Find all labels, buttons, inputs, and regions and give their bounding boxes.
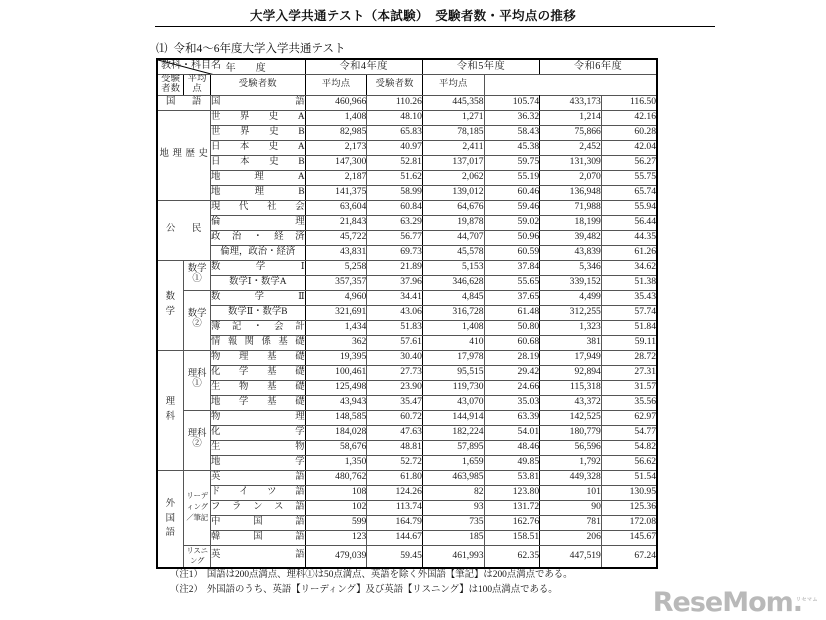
examinee-count-cell: 139,012 bbox=[422, 185, 484, 200]
footnotes bbox=[170, 568, 572, 597]
footnote-text: 外国語のうち、英語【リーディング】及び英語【リスニング】は100点満点である。 bbox=[206, 584, 558, 595]
year-header-1: 令和5年度 bbox=[422, 59, 539, 75]
average-score-cell: 61.48 bbox=[484, 305, 540, 320]
average-score-cell: 28.19 bbox=[484, 350, 540, 365]
subject-name-cell: 英 語 bbox=[210, 545, 305, 568]
header-row-metrics bbox=[157, 75, 657, 96]
examinee-count-cell: 599 bbox=[305, 515, 367, 530]
metric-header-2-count: 受験者数 bbox=[367, 75, 423, 96]
examinee-count-cell: 43,839 bbox=[540, 245, 602, 260]
average-score-cell: 60.28 bbox=[601, 125, 657, 140]
average-score-cell: 54.82 bbox=[601, 440, 657, 455]
subject-name-cell: 日 本 史 B bbox=[210, 155, 305, 170]
footnote-text: 国語は200点満点、理科①は50点満点、英語を除く外国語【筆記】は200点満点である。 bbox=[206, 570, 573, 580]
subject-name-cell: 物 理 基 礎 bbox=[210, 350, 305, 365]
examinee-count-cell: 95,515 bbox=[422, 365, 484, 380]
average-score-cell: 52.72 bbox=[367, 455, 423, 470]
average-score-cell: 35.43 bbox=[601, 290, 657, 305]
examinee-count-cell: 43,943 bbox=[305, 395, 367, 410]
examinee-count-cell: 321,691 bbox=[305, 305, 367, 320]
examinee-count-cell: 339,152 bbox=[540, 275, 602, 290]
table-header bbox=[157, 59, 657, 95]
examinee-count-cell: 137,017 bbox=[422, 155, 484, 170]
average-score-cell: 51.54 bbox=[601, 470, 657, 485]
watermark-text: ReseMom. bbox=[652, 587, 803, 618]
table-row bbox=[157, 425, 657, 440]
examinee-count-cell: 1,408 bbox=[305, 110, 367, 125]
average-score-cell: 172.08 bbox=[601, 515, 657, 530]
metric-header-1-avg: 平均点 bbox=[305, 75, 367, 96]
examinee-count-cell: 4,845 bbox=[422, 290, 484, 305]
average-score-cell: 58.43 bbox=[484, 125, 540, 140]
average-score-cell: 59.75 bbox=[484, 155, 540, 170]
examinee-count-cell: 1,323 bbox=[540, 320, 602, 335]
examinee-count-cell: 56,596 bbox=[540, 440, 602, 455]
subject-name-cell: 生 物 基 礎 bbox=[210, 380, 305, 395]
subtitle-text: 令和4～6年度大学入学共通テスト bbox=[173, 43, 346, 55]
examinee-count-cell: 357,357 bbox=[305, 275, 367, 290]
average-score-cell: 58.99 bbox=[367, 185, 423, 200]
subject-group-label: 公 民 bbox=[157, 200, 210, 260]
metric-header-1-count: 受験者数 bbox=[210, 75, 305, 96]
table-row bbox=[157, 395, 657, 410]
table-row bbox=[157, 230, 657, 245]
examinee-count-cell: 460,966 bbox=[305, 95, 367, 110]
average-score-cell: 59.11 bbox=[601, 335, 657, 350]
average-score-cell: 48.81 bbox=[367, 440, 423, 455]
table-row bbox=[157, 125, 657, 140]
examinee-count-cell: 433,173 bbox=[540, 95, 602, 110]
footnote-1 bbox=[170, 568, 572, 583]
examinee-count-cell: 5,258 bbox=[305, 260, 367, 275]
examinee-count-cell: 108 bbox=[305, 485, 367, 500]
average-score-cell: 21.89 bbox=[367, 260, 423, 275]
average-score-cell: 158.51 bbox=[484, 530, 540, 545]
average-score-cell: 60.84 bbox=[367, 200, 423, 215]
examinee-count-cell: 18,199 bbox=[540, 215, 602, 230]
average-score-cell: 50.96 bbox=[484, 230, 540, 245]
examinee-count-cell: 63,604 bbox=[305, 200, 367, 215]
average-score-cell: 54.77 bbox=[601, 425, 657, 440]
examinee-count-cell: 147,300 bbox=[305, 155, 367, 170]
corner-subject-label: 教科・科目名 bbox=[161, 59, 221, 71]
examinee-count-cell: 78,185 bbox=[422, 125, 484, 140]
average-score-cell: 56.44 bbox=[601, 215, 657, 230]
average-score-cell: 63.39 bbox=[484, 410, 540, 425]
examinee-count-cell: 381 bbox=[540, 335, 602, 350]
subject-subgroup-label: 理科① bbox=[184, 350, 211, 410]
examinee-count-cell: 45,722 bbox=[305, 230, 367, 245]
examinee-count-cell: 90 bbox=[540, 500, 602, 515]
average-score-cell: 27.73 bbox=[367, 365, 423, 380]
examinee-count-cell: 43,831 bbox=[305, 245, 367, 260]
table-row bbox=[157, 200, 657, 215]
table-row bbox=[157, 455, 657, 470]
examinee-count-cell: 184,028 bbox=[305, 425, 367, 440]
examinee-count-cell: 102 bbox=[305, 500, 367, 515]
subject-subgroup-label: 数学① bbox=[184, 260, 211, 290]
subject-name-cell: 地 理 B bbox=[210, 185, 305, 200]
examinee-count-cell: 4,499 bbox=[540, 290, 602, 305]
examinee-count-cell: 2,452 bbox=[540, 140, 602, 155]
examinee-count-cell: 148,585 bbox=[305, 410, 367, 425]
average-score-cell: 60.59 bbox=[484, 245, 540, 260]
average-score-cell: 48.10 bbox=[367, 110, 423, 125]
average-score-cell: 123.80 bbox=[484, 485, 540, 500]
average-score-cell: 131.72 bbox=[484, 500, 540, 515]
examinee-count-cell: 410 bbox=[422, 335, 484, 350]
watermark-ruby: リセマム bbox=[796, 597, 818, 603]
average-score-cell: 29.42 bbox=[484, 365, 540, 380]
year-header-0: 令和4年度 bbox=[305, 59, 422, 75]
average-score-cell: 51.84 bbox=[601, 320, 657, 335]
examinee-count-cell: 39,482 bbox=[540, 230, 602, 245]
table-row bbox=[157, 440, 657, 455]
subtitle bbox=[156, 40, 346, 56]
table-row bbox=[157, 110, 657, 125]
average-score-cell: 37.96 bbox=[367, 275, 423, 290]
footnote-2 bbox=[170, 583, 572, 598]
average-score-cell: 113.74 bbox=[367, 500, 423, 515]
table-row bbox=[157, 410, 657, 425]
examinee-count-cell: 461,993 bbox=[422, 545, 484, 568]
metric-header-2-avg: 平均点 bbox=[422, 75, 484, 96]
subject-group-label: 理 科 bbox=[157, 350, 184, 470]
subtitle-number: ⑴ bbox=[156, 43, 168, 55]
subject-name-cell: 世 界 史 A bbox=[210, 110, 305, 125]
subject-name-cell: 国 語 bbox=[210, 95, 305, 110]
table-row bbox=[157, 305, 657, 320]
average-score-cell: 51.62 bbox=[367, 170, 423, 185]
examinee-count-cell: 316,728 bbox=[422, 305, 484, 320]
average-score-cell: 57.74 bbox=[601, 305, 657, 320]
examinee-count-cell: 362 bbox=[305, 335, 367, 350]
metric-header-0-count: 受験者数 bbox=[157, 75, 184, 96]
footnote-label: （注1） bbox=[170, 570, 203, 580]
examinee-count-cell: 449,328 bbox=[540, 470, 602, 485]
examinee-count-cell: 1,792 bbox=[540, 455, 602, 470]
subject-name-cell: 現 代 社 会 bbox=[210, 200, 305, 215]
average-score-cell: 69.73 bbox=[367, 245, 423, 260]
average-score-cell: 164.79 bbox=[367, 515, 423, 530]
examinee-count-cell: 75,866 bbox=[540, 125, 602, 140]
table-row bbox=[157, 320, 657, 335]
subject-subgroup-label: 理科② bbox=[184, 410, 211, 470]
subject-group-label: 外 国 語 bbox=[157, 470, 184, 568]
subject-group-label: 地 理 歴 史 bbox=[157, 110, 210, 200]
average-score-cell: 59.45 bbox=[367, 545, 423, 568]
average-score-cell: 62.97 bbox=[601, 410, 657, 425]
subject-name-cell: 数 学 Ⅱ bbox=[210, 290, 305, 305]
subject-name-cell: 地 理 A bbox=[210, 170, 305, 185]
table-row bbox=[157, 155, 657, 170]
table-row bbox=[157, 380, 657, 395]
examinee-count-cell: 64,676 bbox=[422, 200, 484, 215]
examinee-count-cell: 2,187 bbox=[305, 170, 367, 185]
subject-name-cell: 英 語 bbox=[210, 470, 305, 485]
examinee-count-cell: 43,372 bbox=[540, 395, 602, 410]
examinee-count-cell: 100,461 bbox=[305, 365, 367, 380]
average-score-cell: 55.94 bbox=[601, 200, 657, 215]
average-score-cell: 37.65 bbox=[484, 290, 540, 305]
examinee-count-cell: 185 bbox=[422, 530, 484, 545]
table-row bbox=[157, 215, 657, 230]
examinee-count-cell: 58,676 bbox=[305, 440, 367, 455]
average-score-cell: 60.72 bbox=[367, 410, 423, 425]
table-row bbox=[157, 170, 657, 185]
subject-name-cell: 化 学 bbox=[210, 425, 305, 440]
subject-name-cell: 生 物 bbox=[210, 440, 305, 455]
examinee-count-cell: 82 bbox=[422, 485, 484, 500]
average-score-cell: 61.80 bbox=[367, 470, 423, 485]
subject-name-cell: 数学Ⅰ・数学A bbox=[210, 275, 305, 290]
table-row bbox=[157, 470, 657, 485]
examinee-count-cell: 1,271 bbox=[422, 110, 484, 125]
subject-subgroup-label: リーディング／筆記 bbox=[184, 470, 211, 545]
average-score-cell: 130.95 bbox=[601, 485, 657, 500]
average-score-cell: 51.83 bbox=[367, 320, 423, 335]
examinee-count-cell: 480,762 bbox=[305, 470, 367, 485]
examinee-count-cell: 346,628 bbox=[422, 275, 484, 290]
average-score-cell: 50.80 bbox=[484, 320, 540, 335]
examinee-count-cell: 735 bbox=[422, 515, 484, 530]
average-score-cell: 40.97 bbox=[367, 140, 423, 155]
title-divider bbox=[155, 26, 715, 27]
average-score-cell: 65.74 bbox=[601, 185, 657, 200]
table-row bbox=[157, 275, 657, 290]
metric-header-0-avg: 平均点 bbox=[184, 75, 211, 96]
average-score-cell: 34.62 bbox=[601, 260, 657, 275]
average-score-cell: 67.24 bbox=[601, 545, 657, 568]
table-row bbox=[157, 260, 657, 275]
average-score-cell: 124.26 bbox=[367, 485, 423, 500]
examinee-count-cell: 781 bbox=[540, 515, 602, 530]
table-row bbox=[157, 140, 657, 155]
subject-name-cell: 情 報 関 係 基 礎 bbox=[210, 335, 305, 350]
examinee-count-cell: 2,411 bbox=[422, 140, 484, 155]
corner-year-label: 年 度 bbox=[225, 63, 271, 74]
examinee-count-cell: 92,894 bbox=[540, 365, 602, 380]
average-score-cell: 48.46 bbox=[484, 440, 540, 455]
average-score-cell: 60.68 bbox=[484, 335, 540, 350]
average-score-cell: 56.77 bbox=[367, 230, 423, 245]
average-score-cell: 37.84 bbox=[484, 260, 540, 275]
table-row bbox=[157, 245, 657, 260]
examinee-count-cell: 5,153 bbox=[422, 260, 484, 275]
subject-name-cell: 中 国 語 bbox=[210, 515, 305, 530]
table-row bbox=[157, 545, 657, 568]
examinee-count-cell: 206 bbox=[540, 530, 602, 545]
average-score-cell: 51.38 bbox=[601, 275, 657, 290]
examinee-count-cell: 136,948 bbox=[540, 185, 602, 200]
average-score-cell: 42.04 bbox=[601, 140, 657, 155]
resemom-watermark bbox=[653, 587, 818, 618]
examinee-count-cell: 19,878 bbox=[422, 215, 484, 230]
examinee-count-cell: 17,978 bbox=[422, 350, 484, 365]
average-score-cell: 31.57 bbox=[601, 380, 657, 395]
average-score-cell: 116.50 bbox=[601, 95, 657, 110]
examinee-count-cell: 312,255 bbox=[540, 305, 602, 320]
examinee-count-cell: 1,659 bbox=[422, 455, 484, 470]
subject-name-cell: 倫 理 bbox=[210, 215, 305, 230]
subject-name-cell: 数学Ⅱ・数学B bbox=[210, 305, 305, 320]
examinee-count-cell: 479,039 bbox=[305, 545, 367, 568]
subject-subgroup-label: 数学② bbox=[184, 290, 211, 350]
average-score-cell: 35.47 bbox=[367, 395, 423, 410]
examinee-count-cell: 119,730 bbox=[422, 380, 484, 395]
examinee-count-cell: 82,985 bbox=[305, 125, 367, 140]
average-score-cell: 45.38 bbox=[484, 140, 540, 155]
examinee-count-cell: 45,578 bbox=[422, 245, 484, 260]
average-score-cell: 162.76 bbox=[484, 515, 540, 530]
examinee-count-cell: 57,895 bbox=[422, 440, 484, 455]
average-score-cell: 144.67 bbox=[367, 530, 423, 545]
examinee-count-cell: 445,358 bbox=[422, 95, 484, 110]
examinee-count-cell: 2,173 bbox=[305, 140, 367, 155]
table-row bbox=[157, 290, 657, 305]
page-title: 大学入学共通テスト（本試験） 受験者数・平均点の推移 bbox=[249, 9, 577, 23]
average-score-cell: 56.62 bbox=[601, 455, 657, 470]
examinee-count-cell: 141,375 bbox=[305, 185, 367, 200]
table-row bbox=[157, 350, 657, 365]
examinee-count-cell: 17,949 bbox=[540, 350, 602, 365]
footnote-label: （注2） bbox=[170, 584, 203, 595]
average-score-cell: 53.81 bbox=[484, 470, 540, 485]
average-score-cell: 23.90 bbox=[367, 380, 423, 395]
table-row bbox=[157, 500, 657, 515]
average-score-cell: 28.72 bbox=[601, 350, 657, 365]
table-row bbox=[157, 515, 657, 530]
average-score-cell: 59.02 bbox=[484, 215, 540, 230]
examinee-count-cell: 123 bbox=[305, 530, 367, 545]
examinee-count-cell: 43,070 bbox=[422, 395, 484, 410]
examinee-count-cell: 5,346 bbox=[540, 260, 602, 275]
examinee-count-cell: 1,434 bbox=[305, 320, 367, 335]
examinee-count-cell: 2,062 bbox=[422, 170, 484, 185]
subject-group-label: 国 語 bbox=[157, 95, 210, 110]
corner-header-cell bbox=[157, 59, 305, 75]
table-row bbox=[157, 335, 657, 350]
subject-name-cell: 倫理，政治・経済 bbox=[210, 245, 305, 260]
subject-name-cell: 政 治 ・ 経 済 bbox=[210, 230, 305, 245]
subject-name-cell: 簿 記 ・ 会 計 bbox=[210, 320, 305, 335]
examinee-count-cell: 447,519 bbox=[540, 545, 602, 568]
examinee-count-cell: 1,214 bbox=[540, 110, 602, 125]
examinee-count-cell: 144,914 bbox=[422, 410, 484, 425]
table-row bbox=[157, 95, 657, 110]
examinee-count-cell: 93 bbox=[422, 500, 484, 515]
average-score-cell: 145.67 bbox=[601, 530, 657, 545]
average-score-cell: 55.65 bbox=[484, 275, 540, 290]
examinee-count-cell: 2,070 bbox=[540, 170, 602, 185]
examinee-count-cell: 180,779 bbox=[540, 425, 602, 440]
average-score-cell: 30.40 bbox=[367, 350, 423, 365]
stats-table-container bbox=[156, 58, 658, 569]
average-score-cell: 34.41 bbox=[367, 290, 423, 305]
subject-name-cell: 日 本 史 A bbox=[210, 140, 305, 155]
table-body bbox=[157, 95, 657, 568]
average-score-cell: 55.19 bbox=[484, 170, 540, 185]
table-row bbox=[157, 365, 657, 380]
average-score-cell: 35.03 bbox=[484, 395, 540, 410]
average-score-cell: 65.83 bbox=[367, 125, 423, 140]
table-row bbox=[157, 530, 657, 545]
examinee-count-cell: 101 bbox=[540, 485, 602, 500]
average-score-cell: 42.16 bbox=[601, 110, 657, 125]
average-score-cell: 125.36 bbox=[601, 500, 657, 515]
average-score-cell: 47.63 bbox=[367, 425, 423, 440]
examinee-count-cell: 1,350 bbox=[305, 455, 367, 470]
average-score-cell: 24.66 bbox=[484, 380, 540, 395]
average-score-cell: 62.35 bbox=[484, 545, 540, 568]
examinee-count-cell: 142,525 bbox=[540, 410, 602, 425]
year-header-2: 令和6年度 bbox=[540, 59, 657, 75]
subject-name-cell: ド イ ツ 語 bbox=[210, 485, 305, 500]
average-score-cell: 43.06 bbox=[367, 305, 423, 320]
average-score-cell: 54.01 bbox=[484, 425, 540, 440]
examinee-count-cell: 21,843 bbox=[305, 215, 367, 230]
examinee-count-cell: 115,318 bbox=[540, 380, 602, 395]
subject-name-cell: 世 界 史 B bbox=[210, 125, 305, 140]
average-score-cell: 44.35 bbox=[601, 230, 657, 245]
subject-name-cell: 数 学 Ⅰ bbox=[210, 260, 305, 275]
subject-name-cell: 地 学 基 礎 bbox=[210, 395, 305, 410]
subject-name-cell: 地 学 bbox=[210, 455, 305, 470]
examinee-count-cell: 19,395 bbox=[305, 350, 367, 365]
subject-subgroup-label: リスニング bbox=[184, 545, 211, 568]
exam-statistics-table bbox=[156, 58, 658, 569]
average-score-cell: 60.46 bbox=[484, 185, 540, 200]
subject-name-cell: 物 理 bbox=[210, 410, 305, 425]
table-row bbox=[157, 185, 657, 200]
examinee-count-cell: 131,309 bbox=[540, 155, 602, 170]
average-score-cell: 36.32 bbox=[484, 110, 540, 125]
average-score-cell: 49.85 bbox=[484, 455, 540, 470]
average-score-cell: 57.61 bbox=[367, 335, 423, 350]
examinee-count-cell: 125,498 bbox=[305, 380, 367, 395]
table-row bbox=[157, 485, 657, 500]
subject-group-label: 数 学 bbox=[157, 260, 184, 350]
header-row-years bbox=[157, 59, 657, 75]
examinee-count-cell: 1,408 bbox=[422, 320, 484, 335]
average-score-cell: 55.75 bbox=[601, 170, 657, 185]
subject-name-cell: フ ラ ン ス 語 bbox=[210, 500, 305, 515]
average-score-cell: 63.29 bbox=[367, 215, 423, 230]
subject-name-cell: 化 学 基 礎 bbox=[210, 365, 305, 380]
subject-name-cell: 韓 国 語 bbox=[210, 530, 305, 545]
average-score-cell: 110.26 bbox=[367, 95, 423, 110]
examinee-count-cell: 71,988 bbox=[540, 200, 602, 215]
average-score-cell: 105.74 bbox=[484, 95, 540, 110]
average-score-cell: 59.46 bbox=[484, 200, 540, 215]
average-score-cell: 27.31 bbox=[601, 365, 657, 380]
average-score-cell: 52.81 bbox=[367, 155, 423, 170]
examinee-count-cell: 182,224 bbox=[422, 425, 484, 440]
examinee-count-cell: 44,707 bbox=[422, 230, 484, 245]
average-score-cell: 56.27 bbox=[601, 155, 657, 170]
examinee-count-cell: 4,960 bbox=[305, 290, 367, 305]
average-score-cell: 61.26 bbox=[601, 245, 657, 260]
examinee-count-cell: 463,985 bbox=[422, 470, 484, 485]
average-score-cell: 35.56 bbox=[601, 395, 657, 410]
